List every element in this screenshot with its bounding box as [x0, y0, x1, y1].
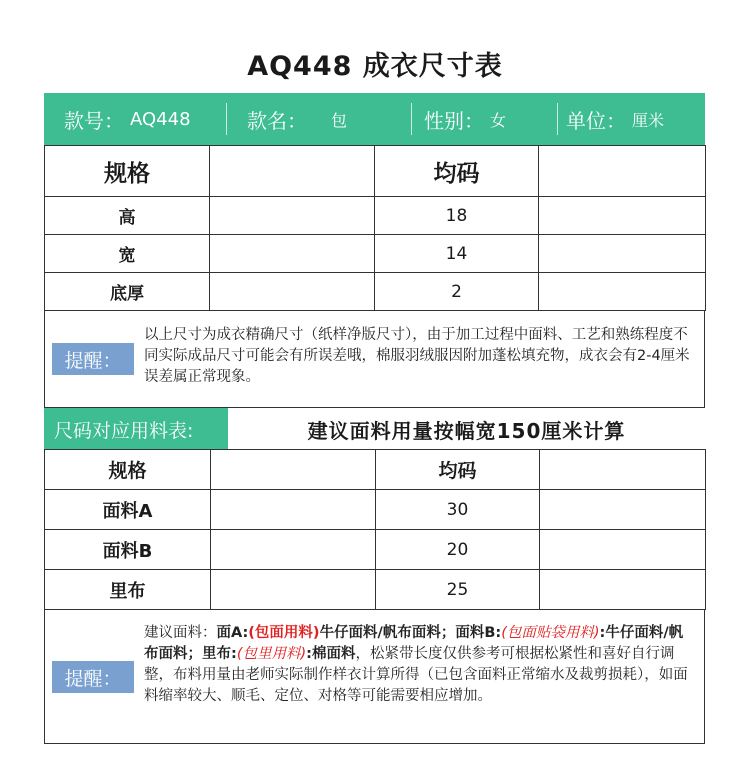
- material-table: [44, 449, 706, 610]
- size-row-label: 宽: [45, 235, 210, 273]
- style-number-value: AQ448: [130, 108, 191, 130]
- table-row: [45, 197, 706, 235]
- page-title: AQ448 成衣尺寸表: [247, 51, 503, 82]
- material-row-value: 25: [376, 570, 540, 610]
- style-name-value: 包: [331, 110, 348, 130]
- style-number-label: 款号：: [64, 108, 124, 133]
- unit-value: 厘米: [632, 110, 665, 130]
- header-bar: [44, 93, 705, 145]
- material-row-label: 面料A: [45, 490, 211, 530]
- gender-value: 女: [490, 110, 507, 130]
- material-table-header: [45, 450, 706, 490]
- size-col-spec: 规格: [45, 146, 210, 197]
- size-table-header: [45, 146, 706, 197]
- table-row: [45, 490, 706, 530]
- size-row-label: 底厚: [45, 273, 210, 311]
- table-row: [45, 570, 706, 610]
- material-note-text: 建议面料：面A:(包面用料)牛仔面料/帆布面料；面料B:(包面贴袋用料):牛仔面料/帆布面料；里布:(包里用料):棉面料，松紧带长度仅供参考可根据松紧性和喜好自行调整，布料用量由老师实际制作样衣计算所得（已包含面料正常缩水及裁剪损耗），如面料缩率较大、顺毛、定位、对格等可能需要相应增加。: [144, 625, 688, 704]
- size-note-box: [44, 311, 705, 408]
- size-col-uniform: 均码: [375, 146, 539, 197]
- material-row-label: 面料B: [45, 530, 211, 570]
- material-row-label: 里布: [45, 570, 211, 610]
- unit-label: 单位：: [566, 108, 626, 133]
- style-name-label: 款名：: [247, 108, 307, 133]
- fabric-width-note: 建议面料用量按幅宽150厘米计算: [307, 418, 626, 443]
- material-col-spec: 规格: [45, 450, 211, 490]
- unit-cell: [558, 93, 704, 145]
- style-name-cell: [227, 93, 411, 145]
- table-row: [45, 273, 706, 311]
- table-row: [45, 530, 706, 570]
- size-table: [44, 145, 706, 311]
- material-note-box: [44, 609, 705, 744]
- reminder-tag: 提醒：: [52, 343, 134, 375]
- material-row-value: 20: [376, 530, 540, 570]
- material-table-tag: 尺码对应用料表:: [44, 408, 228, 450]
- size-row-label: 高: [45, 197, 210, 235]
- reminder-tag: 提醒：: [52, 661, 134, 693]
- size-row-value: 2: [375, 273, 539, 311]
- table-row: [45, 235, 706, 273]
- style-number-cell: [44, 93, 226, 145]
- gender-cell: [412, 93, 557, 145]
- gender-label: 性别：: [424, 108, 484, 133]
- material-row-value: 30: [376, 490, 540, 530]
- size-row-value: 14: [375, 235, 539, 273]
- size-row-value: 18: [375, 197, 539, 235]
- size-note-text: 以上尺寸为成衣精确尺寸（纸样净版尺寸），由于加工过程中面料、工艺和熟练程度不同实际成品尺寸可能会有所误差哦，棉服羽绒服因附加蓬松填充物，成衣会有2-4厘米误差属正常现象。: [144, 327, 690, 385]
- material-col-uniform: 均码: [376, 450, 540, 490]
